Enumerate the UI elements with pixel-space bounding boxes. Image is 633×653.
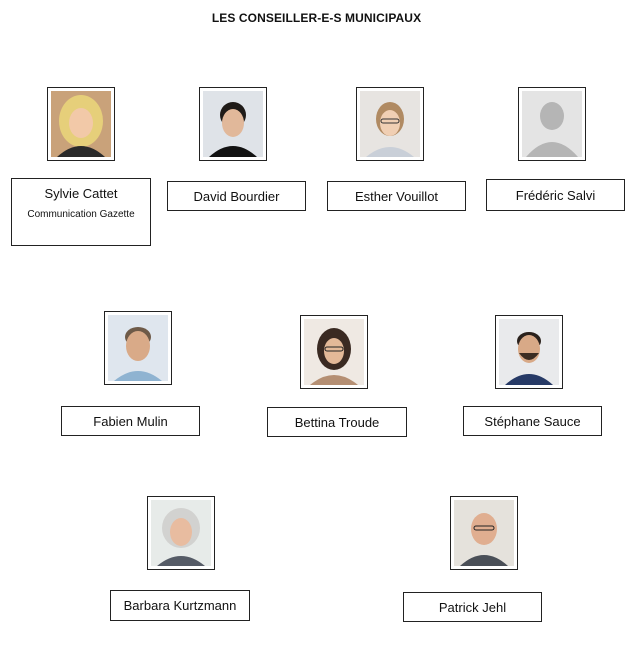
photo-esther-vouillot (356, 87, 424, 161)
name-card-sylvie-cattet (11, 178, 151, 246)
photo-barbara-kurtzmann (147, 496, 215, 570)
name-card-esther-vouillot (327, 181, 466, 211)
name-card-barbara-kurtzmann (110, 590, 250, 621)
name-card-stephane-sauce (463, 406, 602, 436)
member-name: Esther Vouillot (354, 188, 439, 204)
page-title: LES CONSEILLER-E-S MUNICIPAUX (211, 11, 422, 25)
portrait-icon (51, 91, 111, 157)
member-name: Bettina Troude (294, 414, 380, 430)
photo-patrick-jehl (450, 496, 518, 570)
member-name: Fabien Mulin (93, 413, 168, 429)
name-card-fabien-mulin (61, 406, 200, 436)
name-card-patrick-jehl (403, 592, 542, 622)
portrait-icon (499, 319, 559, 385)
photo-stephane-sauce (495, 315, 563, 389)
member-role: Communication Gazette (27, 209, 135, 220)
photo-bettina-troude (300, 315, 368, 389)
photo-fabien-mulin (104, 311, 172, 385)
name-card-frederic-salvi (486, 179, 625, 211)
portrait-icon (454, 500, 514, 566)
photo-sylvie-cattet (47, 87, 115, 161)
photo-david-bourdier (199, 87, 267, 161)
portrait-icon (203, 91, 263, 157)
member-name: Patrick Jehl (438, 599, 507, 615)
member-name: David Bourdier (193, 188, 280, 204)
photo-frederic-salvi (518, 87, 586, 161)
member-name: Stéphane Sauce (484, 413, 581, 429)
member-name: Frédéric Salvi (515, 187, 596, 203)
portrait-icon (360, 91, 420, 157)
portrait-icon (151, 500, 211, 566)
portrait-icon (304, 319, 364, 385)
portrait-icon (108, 315, 168, 381)
member-name: Barbara Kurtzmann (123, 598, 237, 613)
placeholder-silhouette-icon (522, 91, 582, 157)
member-name: Sylvie Cattet (44, 186, 118, 201)
name-card-david-bourdier (167, 181, 306, 211)
name-card-bettina-troude (267, 407, 407, 437)
